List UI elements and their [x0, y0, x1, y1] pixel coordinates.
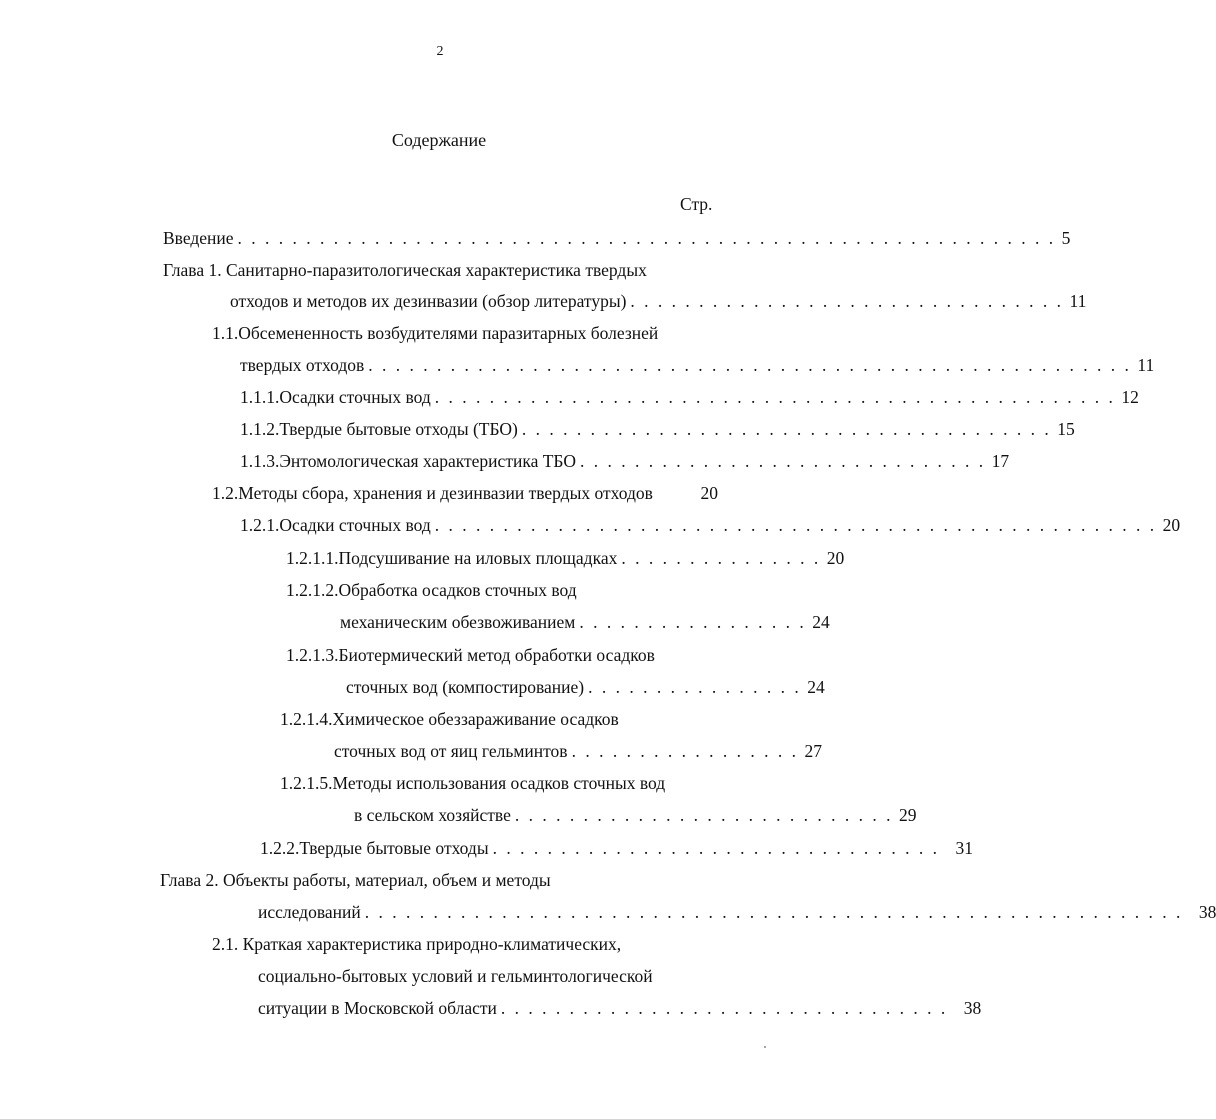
page-number: 2: [436, 44, 444, 59]
toc-leader-dots: . . . . . . . . . . . . . . .: [621, 548, 821, 568]
toc-entry-page: 24: [812, 612, 830, 632]
toc-entry: [163, 227, 1071, 249]
toc-leader-dots: . . . . . . . . . . . . . . . . . . . . . . . . . . . .: [514, 805, 893, 825]
toc-leader-dots: . . . . . . . . . . . . . . . . . . . . . . . . . . . . . . . .: [630, 291, 1064, 311]
toc-entry-text: механическим обезвоживанием: [340, 612, 576, 632]
toc-leader-dots: . . . . . . . . . . . . . . . . . . . . . . . . . . . . . . . . . . . . . . .: [521, 419, 1052, 439]
scan-speck: [764, 1046, 766, 1048]
toc-entry-page: 17: [991, 451, 1010, 471]
toc-entry-page: 29: [898, 805, 917, 825]
toc-leader-dots: . . . . . . . . . . . . . . . . . . . . . . . . . . . . . . . . . . . . . . . . . . . . . . . . . . . . . . . . . . . .: [364, 902, 1183, 922]
toc-entry-page: 12: [1121, 387, 1139, 407]
toc-entry: 1.2.1.4.Химическое обеззараживание осадков: [280, 709, 619, 729]
toc-entry-text: 1.1.2.Твердые бытовые отходы (ТБО): [240, 419, 518, 439]
toc-entry: [240, 450, 1010, 472]
toc-entry-page: 38: [1198, 902, 1216, 922]
toc-entry: [240, 386, 1139, 408]
toc-entry: [286, 547, 845, 569]
toc-entry-page: 38: [963, 998, 982, 1018]
toc-entry-text: исследований: [258, 902, 361, 922]
toc-entry-text: отходов и методов их дезинвазии (обзор литературы): [230, 291, 627, 311]
toc-entry: [354, 804, 917, 826]
toc-entry-text: 1.2.2.Твердые бытовые отходы: [260, 838, 489, 858]
toc-leader-dots: . . . . . . . . . . . . . . . . . . . . . . . . . . . . . . . . . . . . . . . . . . . . . . . . . . . . . . . .: [368, 355, 1132, 375]
toc-entry: социально-бытовых условий и гельминтологической: [258, 966, 653, 986]
toc-entry-text: сточных вод от яиц гельминтов: [334, 741, 568, 761]
toc-entry: Глава 1. Санитарно-паразитологическая характеристика твердых: [163, 260, 647, 280]
toc-entry-text: ситуации в Московской области: [258, 998, 497, 1018]
toc-entry: 1.1.Обсемененность возбудителями паразитарных болезней: [212, 323, 659, 343]
toc-leader-dots: . . . . . . . . . . . . . . . . .: [571, 741, 799, 761]
toc-entry: [212, 482, 718, 504]
toc-entry-page: 31: [955, 838, 973, 858]
toc-entry: 1.2.1.3.Биотермический метод обработки осадков: [286, 645, 655, 665]
toc-entry-text: 1.2.1.Осадки сточных вод: [240, 515, 431, 535]
toc-leader-dots: . . . . . . . . . . . . . . . .: [588, 677, 802, 697]
toc-leader-dots: . . . . . . . . . . . . . . . . .: [579, 612, 807, 632]
toc-entry-page: 24: [807, 677, 825, 697]
toc-leader-dots: . . . . . . . . . . . . . . . . . . . . . . . . . . . . . . . . . . . . . . . . . . . . . . . . . . . . .: [434, 515, 1157, 535]
toc-entry: Глава 2. Объекты работы, материал, объем и методы: [160, 870, 551, 890]
toc-leader-dots: . . . . . . . . . . . . . . . . . . . . . . . . . . . . . . . . .: [500, 998, 948, 1018]
toc-entry: [260, 837, 973, 859]
toc-entry: [258, 997, 982, 1019]
toc-entry: [334, 740, 822, 762]
toc-title: Содержание: [391, 130, 487, 150]
toc-entry-page: 15: [1057, 419, 1075, 439]
toc-entry: 1.2.1.5.Методы использования осадков сточных вод: [280, 773, 666, 793]
toc-entry-text: 1.1.1.Осадки сточных вод: [240, 387, 431, 407]
toc-entry-page: 27: [804, 741, 822, 761]
page-column-label: Стр.: [680, 194, 713, 214]
toc-leader-dots: . . . . . . . . . . . . . . . . . . . . . . . . . . . . . .: [579, 451, 986, 471]
toc-entry: 1.2.1.2.Обработка осадков сточных вод: [286, 580, 577, 600]
toc-entry: [230, 290, 1087, 312]
toc-entry-text: сточных вод (компостирование): [346, 677, 585, 697]
toc-entry-page: 11: [1069, 291, 1087, 311]
toc-entry-page: 20: [700, 483, 718, 503]
toc-entry: [258, 901, 1216, 923]
toc-leader-dots: . . . . . . . . . . . . . . . . . . . . . . . . . . . . . . . . . . . . . . . . . . . . . . . . . .: [434, 387, 1116, 407]
toc-entry: [346, 676, 825, 698]
toc-entry-page: 5: [1061, 228, 1071, 248]
toc-entry-text: 1.1.3.Энтомологическая характеристика ТБО: [240, 451, 576, 471]
toc-entry-text: 1.2.1.1.Подсушивание на иловых площадках: [286, 548, 618, 568]
toc-entry-page: 20: [826, 548, 845, 568]
toc-entry: [240, 354, 1155, 376]
toc-entry-page: 11: [1137, 355, 1155, 375]
toc-entry: [240, 418, 1075, 440]
toc-leader-dots: . . . . . . . . . . . . . . . . . . . . . . . . . . . . . . . . .: [492, 838, 940, 858]
toc-entry-text: твердых отходов: [240, 355, 365, 375]
toc-entry-text: Введение: [163, 228, 234, 248]
toc-entry: [340, 611, 830, 633]
toc-leader-dots: . . . . . . . . . . . . . . . . . . . . . . . . . . . . . . . . . . . . . . . . . . . . . . . . . . . . . . . . . . . .: [237, 228, 1056, 248]
toc-entry: 2.1. Краткая характеристика природно-климатических,: [212, 934, 622, 954]
toc-entry: [240, 514, 1181, 536]
toc-entry-text: 1.2.Методы сбора, хранения и дезинвазии твердых отходов: [212, 483, 653, 503]
toc-entry-page: 20: [1162, 515, 1181, 535]
toc-entry-text: в сельском хозяйстве: [354, 805, 511, 825]
